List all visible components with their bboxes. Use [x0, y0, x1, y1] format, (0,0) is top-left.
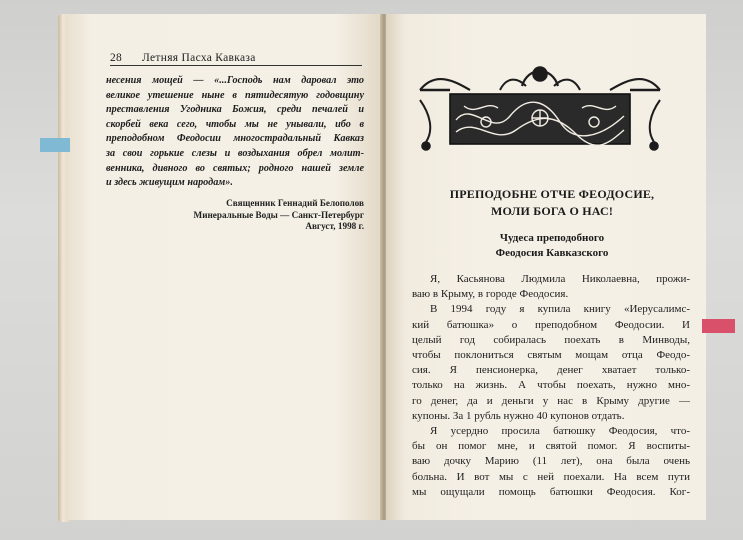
signature-block — [106, 198, 364, 233]
text-line: го денег, да и деньги у нас в Крыму другие — — [412, 394, 690, 407]
running-head-title: Летняя Пасха Кавказа — [142, 52, 256, 64]
bookmark-tab-pink — [702, 319, 735, 333]
right-page — [386, 14, 706, 520]
text-line: В 1994 году я купила книгу «Иерусалимс- — [430, 303, 690, 316]
title-line: ПРЕПОДОБНЕ ОТЧЕ ФЕОДОСИЕ, — [449, 187, 655, 201]
text-line: скорбей века сего, чтобы мы не унывали, ибо в — [106, 118, 364, 130]
left-page — [66, 14, 382, 520]
text-line: Я, Касьянова Людмила Николаевна, прожи- — [430, 273, 690, 285]
subtitle-line: Чудеса преподобного — [499, 232, 605, 244]
text-line: сия. Я пенсионерка, денег хватает только- — [412, 364, 690, 377]
text-line: за свои горькие слезы и воздыхания обрел молит- — [106, 147, 364, 159]
title-line: МОЛИ БОГА О НАС! — [490, 204, 614, 218]
text-line: Я усердно просила батюшку Феодосия, что- — [430, 425, 690, 438]
text-line: ваю в Крыму, в городе Феодосия. — [412, 288, 569, 301]
text-line: преподобном Феодосии многострадальный Кавказ — [106, 133, 364, 145]
text-line: чтобы поклониться святым мощам отца Феодо- — [412, 349, 690, 362]
text-line: кий батюшка» о преподобном Феодосии. И — [412, 318, 690, 331]
text-line: преставления Угодника Божия, среди печалей и — [106, 104, 364, 116]
text-line: ваю дочку Марию (11 лет), она была очень — [412, 455, 690, 468]
left-body-text — [106, 74, 364, 191]
text-line: бы он помог мне, и святой помог. Я воспиты- — [412, 440, 690, 453]
ornament-headpiece-icon — [416, 60, 664, 156]
text-line: только на жизнь. А чтобы поехать, нужно мно- — [412, 379, 690, 392]
text-line: венника, дивного во святых; родного нашей земле — [106, 162, 364, 174]
text-line: несения мощей — «...Господь нам даровал это — [106, 75, 364, 86]
right-body-text — [412, 272, 690, 500]
running-head — [110, 52, 362, 66]
page-title — [422, 186, 682, 220]
text-line: купоны. За 1 рубль нужно 40 купонов отдать. — [412, 409, 625, 422]
text-line: больна. И вот мы с ней поехали. На всем пути — [412, 470, 690, 483]
subtitle-line: Феодосия Кавказского — [495, 247, 609, 259]
signature-author: Священник Геннадий Белополов — [226, 198, 364, 208]
signature-place: Минеральные Воды — Санкт-Петербург — [193, 209, 364, 220]
signature-date: Август, 1998 г. — [305, 221, 364, 231]
text-line: и здесь живущим народам». — [106, 177, 233, 189]
text-line: целый год собиралась поехать в Минводы, — [412, 333, 690, 346]
bookmark-tab-blue — [40, 138, 70, 152]
text-line: мы ощущали помощь батюшки Феодосия. Ког- — [412, 485, 690, 498]
text-line: великое утешение ныне в пятидесятую годовщину — [106, 89, 364, 101]
page-number: 28 — [110, 52, 123, 64]
section-subtitle — [422, 231, 682, 261]
